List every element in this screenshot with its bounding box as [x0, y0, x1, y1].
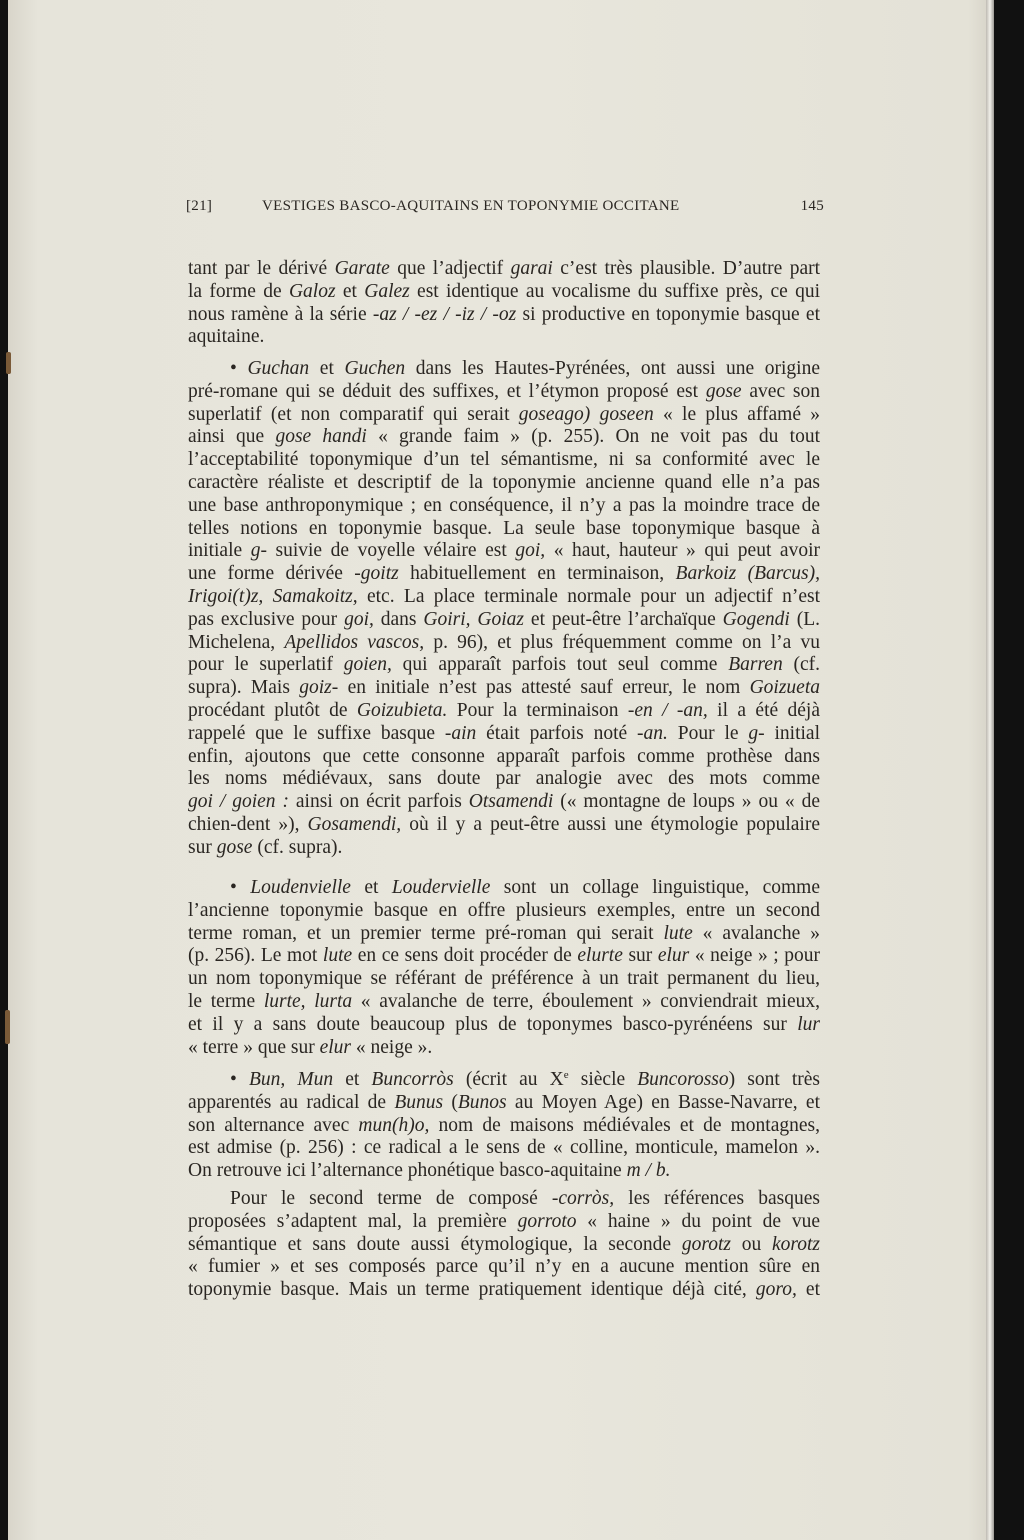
- text-line: [188, 1036, 820, 1059]
- text-line: [230, 1187, 820, 1210]
- italic-term: goseago): [518, 403, 591, 425]
- page-number: 145: [800, 198, 824, 214]
- margin-mark: [6, 352, 11, 374]
- text-line: [188, 448, 820, 471]
- italic-term: Bun, Mun: [248, 1069, 334, 1090]
- text-line: [188, 325, 820, 348]
- text-run: ou: [730, 1233, 772, 1255]
- italic-term: -en / -an,: [627, 700, 708, 721]
- text-run: Pour le: [667, 722, 749, 744]
- margin-mark: [5, 1010, 10, 1044]
- text-run: ) sont très: [728, 1069, 821, 1090]
- text-line: [188, 425, 820, 448]
- text-line: [188, 836, 820, 859]
- italic-term: Goizubieta.: [356, 700, 448, 721]
- italic-term: -corròs,: [551, 1188, 615, 1209]
- running-header: [186, 198, 824, 220]
- text-run: proposées s’adaptent mal, la première: [188, 1210, 518, 1232]
- text-line: [188, 745, 820, 768]
- text-run: (: [443, 1091, 458, 1113]
- text-run: enfin, ajoutons que cette consonne apparaît parfois comme prothèse dans: [188, 745, 820, 767]
- text-run: et: [350, 877, 392, 898]
- text-line: [188, 380, 820, 403]
- text-run: pour le superlatif: [188, 654, 344, 676]
- italic-term: goi / goien :: [188, 791, 289, 813]
- text-run: pré-romane qui se déduit des suffixes, et l’étymon proposé est: [188, 380, 706, 402]
- text-run: ainsi que: [188, 426, 276, 448]
- text-run: Michelena,: [188, 631, 285, 653]
- text-run: c’est très plausible. D’autre part: [552, 258, 821, 279]
- text-run: supra). Mais: [188, 677, 300, 699]
- text-run: initial: [764, 722, 820, 744]
- text-line: [188, 1091, 820, 1114]
- text-line: [188, 653, 820, 676]
- italic-term: elur: [657, 945, 690, 967]
- italic-term: Bunos: [457, 1091, 507, 1113]
- text-line: [188, 403, 820, 426]
- text-line: [188, 1210, 820, 1233]
- italic-term: Loudervielle: [391, 877, 491, 898]
- text-run: etc. La place terminale normale pour un adjectif n’est: [357, 586, 820, 607]
- text-line: [188, 922, 820, 945]
- text-run: il a été déjà: [707, 700, 820, 721]
- text-run: « haut, hauteur » qui peut avoir: [545, 540, 820, 562]
- text-run: procédant plutôt de: [188, 700, 357, 721]
- italic-term: garai: [510, 258, 553, 279]
- italic-term: Buncorròs: [371, 1069, 454, 1090]
- italic-term: gose: [216, 836, 253, 858]
- italic-term: goseen: [599, 403, 654, 425]
- text-run: l’acceptabilité toponymique d’un tel sémantisme, ni sa conformité avec le: [188, 449, 820, 471]
- italic-term: Garate: [334, 258, 390, 279]
- text-run: et: [333, 1069, 372, 1090]
- text-run: et: [309, 358, 345, 379]
- text-line: [230, 1068, 820, 1091]
- text-line: [188, 899, 820, 922]
- italic-term: Barren: [728, 654, 783, 676]
- italic-term: Guchen: [344, 358, 406, 379]
- italic-term: Goiri, Goiaz: [423, 608, 525, 630]
- superscript: e: [563, 1069, 569, 1081]
- italic-term: lur: [797, 1013, 820, 1035]
- text-line: [188, 608, 820, 631]
- text-run: nom de maisons médiévales et de montagnes,: [429, 1114, 820, 1136]
- text-run: chien-dent »),: [188, 814, 308, 835]
- text-run: si productive en toponymie basque et: [516, 303, 820, 325]
- italic-term: lurte, lurta: [263, 991, 353, 1012]
- text-run: sur: [188, 836, 217, 858]
- text-run: toponymie basque. Mais un terme pratiquement identique déjà cité,: [188, 1279, 756, 1301]
- text-run: « avalanche »: [692, 922, 820, 944]
- text-run: que l’adjectif: [389, 258, 511, 279]
- page-edge: [986, 0, 994, 1540]
- italic-term: elurte: [577, 945, 623, 967]
- text-line: [188, 280, 820, 303]
- text-run: en initiale n’est pas attesté sauf erreur, le nom: [338, 677, 750, 699]
- text-line: [188, 790, 820, 813]
- text-run: superlatif (et non comparatif qui serait: [188, 403, 519, 425]
- text-run: est identique au vocalisme du suffixe près, ce qui: [409, 280, 821, 302]
- italic-term: Apellidos vascos,: [284, 631, 425, 653]
- text-line: [230, 357, 820, 380]
- text-run: et peut-être l’archaïque: [524, 608, 723, 630]
- italic-term: gorroto: [517, 1210, 577, 1232]
- text-run: (cf.: [782, 654, 820, 676]
- text-run: p. 96), et plus fréquemment comme on l’a vu: [424, 631, 820, 653]
- italic-term: lute: [322, 945, 353, 967]
- text-run: On retrouve ici l’alternance phonétique basco-aquitaine: [188, 1160, 627, 1182]
- text-run: •: [230, 358, 248, 379]
- text-line: [188, 494, 820, 517]
- italic-term: g-: [748, 722, 765, 744]
- italic-term: Bunus: [394, 1091, 444, 1113]
- text-run: les noms médiévaux, sans doute par analogie avec des mots comme: [188, 768, 820, 790]
- text-line: [188, 813, 820, 836]
- text-run: ainsi on écrit parfois: [288, 791, 469, 813]
- italic-term: Goizueta: [749, 677, 820, 699]
- italic-term: -an.: [637, 722, 668, 744]
- text-run: [590, 404, 599, 425]
- italic-term: Guchan: [247, 358, 310, 379]
- text-run: sont un collage linguistique, comme: [490, 877, 820, 898]
- text-line: [188, 1136, 820, 1159]
- italic-term: gose: [705, 380, 742, 402]
- text-run: le terme: [188, 991, 264, 1012]
- text-line: [188, 967, 820, 990]
- text-line: [188, 517, 820, 540]
- text-run: (L.: [789, 608, 820, 630]
- italic-term: goien,: [343, 654, 392, 676]
- italic-term: Galoz: [288, 280, 336, 302]
- text-run: « fumier » et ses composés parce qu’il n’y en a aucune mention sûre en: [188, 1256, 820, 1278]
- italic-term: -goitz: [354, 563, 399, 585]
- text-line: [188, 1233, 820, 1256]
- italic-term: elur: [319, 1036, 351, 1058]
- text-run: •: [230, 877, 251, 898]
- text-run: (« montagne de loups » ou « de: [553, 791, 820, 813]
- text-run: (cf. supra).: [252, 836, 343, 858]
- italic-term: gose handi: [275, 426, 367, 448]
- italic-term: Irigoi(t)z, Samakoitz,: [188, 586, 358, 607]
- text-run: l’ancienne toponymie basque en offre plusieurs exemples, entre un second: [188, 899, 820, 921]
- italic-term: m / b.: [626, 1160, 671, 1182]
- text-run: habituellement en terminaison,: [398, 563, 676, 585]
- text-line: [188, 1159, 820, 1182]
- italic-term: goi,: [344, 608, 374, 630]
- text-run: tant par le dérivé: [188, 258, 335, 279]
- text-run: « terre » que sur: [188, 1036, 320, 1058]
- text-run: est admise (p. 256) : ce radical a le sens de « colline, monticule, mamelon ».: [188, 1137, 820, 1159]
- italic-term: -ain: [444, 722, 477, 744]
- text-run: « grande faim » (p. 255). On ne voit pas du tout: [366, 426, 820, 448]
- text-run: caractère réaliste et descriptif de la toponymie ancienne quand elle n’a pas: [188, 472, 820, 493]
- text-run: les références basques: [614, 1188, 820, 1209]
- italic-term: goiz-: [299, 677, 339, 699]
- text-run: en ce sens doit procéder de: [352, 945, 578, 967]
- text-run: et: [796, 1279, 820, 1301]
- text-run: « haine » du point de vue: [576, 1210, 821, 1232]
- text-run: (écrit au X: [453, 1069, 564, 1090]
- text-line: [188, 562, 820, 585]
- text-line: [188, 631, 820, 654]
- text-run: sémantique et sans doute aussi étymologique, la seconde: [188, 1233, 682, 1255]
- italic-term: Barkoiz (Barcus),: [675, 563, 820, 585]
- text-run: initiale: [188, 540, 251, 562]
- running-title: VESTIGES BASCO-AQUITAINS EN TOPONYMIE OCCITANE: [262, 198, 680, 214]
- text-line: [188, 1114, 820, 1137]
- text-line: [188, 539, 820, 562]
- text-run: qui apparaît parfois tout seul comme: [391, 654, 729, 676]
- text-run: « neige ».: [351, 1036, 433, 1058]
- text-run: Pour la terminaison: [447, 700, 628, 721]
- text-line: [188, 1013, 820, 1036]
- text-run: pas exclusive pour: [188, 608, 345, 630]
- text-run: apparentés au radical de: [188, 1091, 395, 1113]
- italic-term: -az / -ez / -iz / -oz: [372, 303, 517, 325]
- italic-term: Buncorosso: [637, 1069, 729, 1090]
- text-run: •: [230, 1069, 249, 1090]
- text-line: [188, 722, 820, 745]
- text-line: [188, 676, 820, 699]
- text-line: [188, 990, 820, 1013]
- italic-term: g-: [250, 540, 267, 562]
- text-run: un nom toponymique se référant de préférence à un trait permanent du lieu,: [188, 968, 820, 990]
- text-line: [188, 257, 820, 280]
- text-run: « neige » ; pour: [689, 945, 820, 967]
- text-line: [188, 303, 820, 326]
- text-run: dans: [373, 608, 424, 630]
- italic-term: Loudenvielle: [250, 877, 351, 898]
- text-run: « avalanche de terre, éboulement » conviendrait mieux,: [352, 991, 820, 1012]
- italic-term: Gogendi: [722, 608, 790, 630]
- text-run: une forme dérivée: [188, 563, 355, 585]
- text-run: son alternance avec: [188, 1114, 359, 1136]
- text-line: [188, 1255, 820, 1278]
- italic-term: gorotz: [681, 1233, 731, 1255]
- text-run: telles notions en toponymie basque. La seule base toponymique basque à: [188, 517, 820, 539]
- italic-term: lute: [663, 922, 693, 944]
- italic-term: Otsamendi: [468, 791, 554, 813]
- text-run: (p. 256). Le mot: [188, 945, 323, 967]
- text-line: [188, 585, 820, 608]
- text-run: Pour le second terme de composé: [230, 1188, 552, 1209]
- italic-term: korotz: [771, 1233, 820, 1255]
- text-run: où il y a peut-être aussi une étymologie populaire: [401, 814, 820, 835]
- text-run: nous ramène à la série: [188, 303, 373, 325]
- text-run: une base anthroponymique ; en conséquence, il n’y a pas la moindre trace de: [188, 494, 820, 516]
- italic-term: goi,: [515, 540, 546, 562]
- italic-term: goro,: [755, 1279, 797, 1301]
- text-run: dans les Hautes-Pyrénées, ont aussi une origine: [405, 358, 821, 379]
- text-line: [188, 944, 820, 967]
- text-run: était parfois noté: [476, 722, 638, 744]
- text-run: rappelé que le suffixe basque: [188, 722, 445, 744]
- text-run: suivie de voyelle vélaire est: [266, 540, 516, 562]
- text-run: siècle: [568, 1069, 638, 1090]
- text-line: [230, 876, 820, 899]
- text-run: au Moyen Age) en Basse-Navarre, et: [506, 1091, 820, 1113]
- text-run: sur: [622, 945, 658, 967]
- italic-term: mun(h)o,: [358, 1114, 430, 1136]
- text-line: [188, 699, 820, 722]
- text-line: [188, 1278, 820, 1301]
- text-run: et il y a sans doute beaucoup plus de toponymes basco-pyrénéens sur: [188, 1013, 798, 1035]
- italic-term: Galez: [364, 280, 410, 302]
- text-run: terme roman, et un premier terme pré-roman qui serait: [188, 922, 664, 944]
- section-number: [21]: [186, 198, 213, 214]
- text-run: la forme de: [188, 280, 289, 302]
- text-line: [188, 471, 820, 494]
- text-run: « le plus affamé »: [653, 403, 821, 425]
- text-run: aquitaine.: [188, 326, 265, 348]
- text-line: [188, 767, 820, 790]
- italic-term: Gosamendi,: [307, 814, 402, 835]
- text-run: avec son: [741, 380, 820, 402]
- text-run: et: [335, 280, 365, 302]
